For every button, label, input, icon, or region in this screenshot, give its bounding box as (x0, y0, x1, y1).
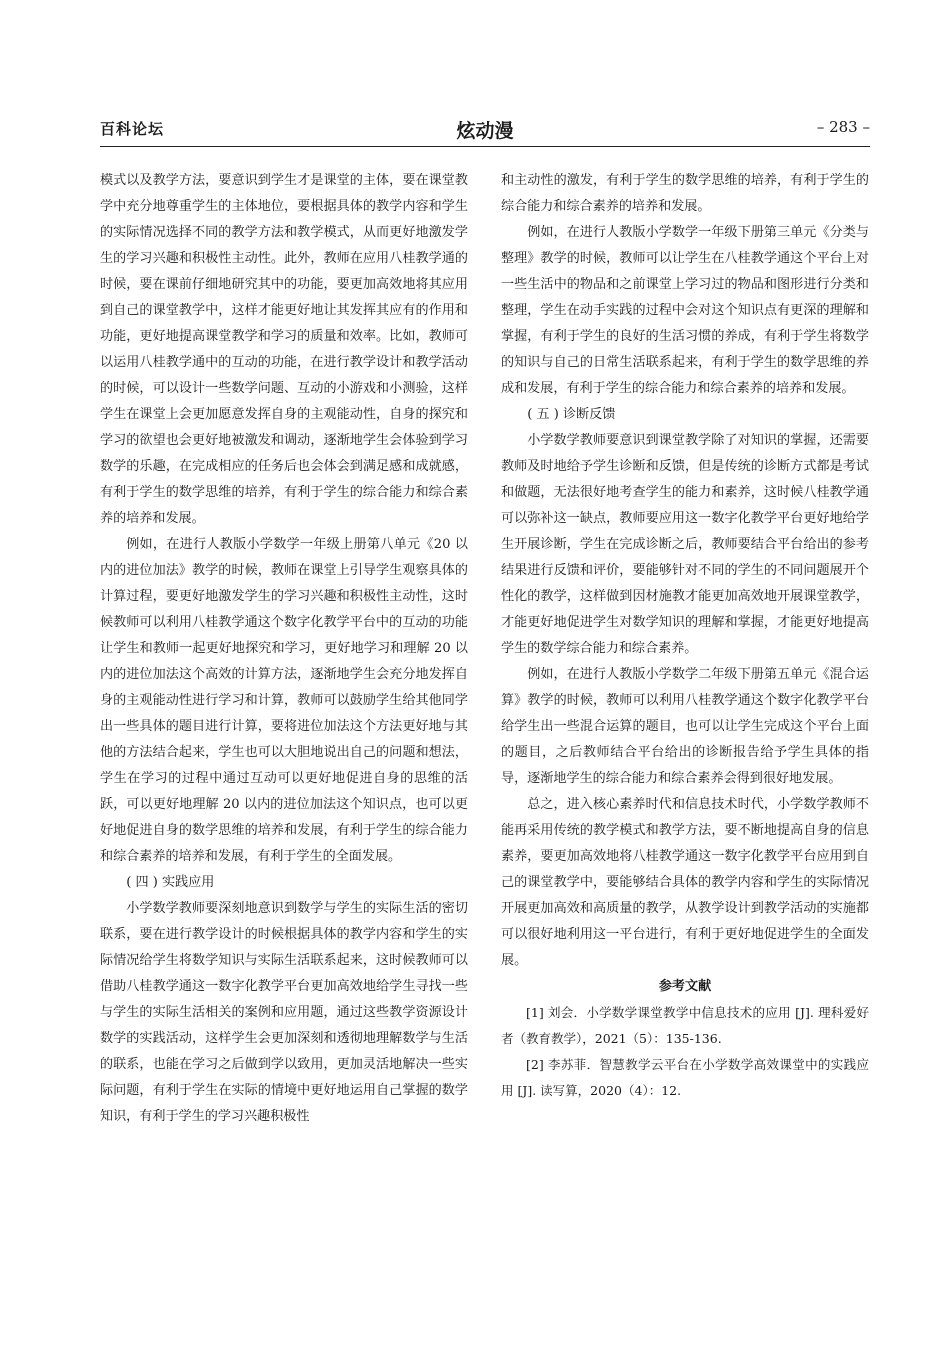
page-header (100, 116, 870, 147)
paragraph: 模式以及教学方法，要意识到学生才是课堂的主体，要在课堂教学中充分地尊重学生的主体地位，要根据具体的教学内容和学生的实际情况选择不同的教学方法和教学模式，从而更好地激发学生的学习兴趣和积极性主动性。此外，教师在应用八桂教学通的时候，要在课前仔细地研究其中的功能，要更加高效地将其应用到自己的课堂教学中，这样才能更好地让其发挥其应有的作用和功能，更好地提高课堂教学和学习的质量和效率。比如，教师可以运用八桂教学通中的互动的功能，在进行教学设计和教学活动的时候，可以设计一些数学问题、互动的小游戏和小测验，这样学生在课堂上会更加愿意发挥自身的主观能动性，自身的探究和学习的欲望也会更好地被激发和调动，逐渐地学生会体验到学习数学的乐趣，在完成相应的任务后也会体会到满足感和成就感，有利于学生的数学思维的培养，有利于学生的综合能力和综合素养的培养和发展。 (100, 173, 468, 526)
paragraph: 小学数学教师要深刻地意识到数学与学生的实际生活的密切联系，要在进行教学设计的时候根据具体的教学内容和学生的实际情况给学生将数学知识与实际生活联系起来，这时候教师可以借助八桂教学通这一数字化教学平台更加高效地给学生寻找一些与学生的实际生活相关的案例和应用题，通过这些教学资源设计数学的实践活动，这样学生会更加深刻和透彻地理解数学与生活的联系，也能在学习之后做到学以致用，更加灵活地解决一些实际问题，有利于学生在实际的情境中更好地运用自己掌握的数学知识，有利于学生的学习兴趣积极性 (100, 901, 468, 1124)
paragraph: 例如，在进行人教版小学数学一年级下册第三单元《分类与整理》教学的时候，教师可以让学生在八桂教学通这个平台上对一些生活中的物品和之前课堂上学习过的物品和图形进行分类和整理，学生在动手实践的过程中会对这个知识点有更深的理解和掌握，有利于学生的良好的生活习惯的养成，有利于学生将数学的知识与自己的日常生活联系起来，有利于学生的数学思维的养成和发展，有利于学生的综合能力和综合素养的培养和发展。 (501, 225, 869, 396)
left-column (100, 168, 468, 1130)
journal-name: 百科论坛 (100, 120, 165, 138)
page-number: – 283 – (816, 118, 870, 136)
paragraph: 总之，进入核心素养时代和信息技术时代，小学数学教师不能再采用传统的教学模式和教学方法，要不断地提高自身的信息素养，要更加高效地将八桂教学通这一数字化教学平台应用到自己的课堂教学中，要能够结合具体的教学内容和学生的实际情况开展更加高效和高质量的教学，从教学设计到教学活动的实施都可以很好地利用这一平台进行，有利于更好地促进学生的全面发展。 (501, 797, 869, 968)
journal-title: 炫动漫 (456, 120, 514, 142)
section-heading: ( 五 ) 诊断反馈 (527, 407, 616, 422)
paragraph: 小学数学教师要意识到课堂教学除了对知识的掌握，还需要教师及时地给予学生诊断和反馈，但是传统的诊断方式都是考试和做题，无法很好地考查学生的能力和素养，这时候八桂教学通可以弥补这一缺点，教师要应用这一数字化教学平台更好地给学生开展诊断，学生在完成诊断之后，教师要结合平台给出的参考结果进行反馈和评价，要能够针对不同的学生的不同问题展开个性化的教学，这样做到因材施教才能更加高效地开展课堂教学，才能更好地促进学生对数学知识的理解和掌握，才能更好地提高学生的数学综合能力和综合素养。 (501, 433, 869, 656)
reference-item: [2] 李苏菲．智慧教学云平台在小学数学高效课堂中的实践应用 [J]. 读写算，2020（4）：12. (501, 1057, 869, 1098)
reference-item: [1] 刘会．小学数学课堂教学中信息技术的应用 [J]. 理科爱好者（教育教学），2021（5）：135-136. (501, 1005, 869, 1046)
references-title: 参考文献 (658, 979, 712, 994)
right-column (501, 168, 869, 1104)
paragraph: 例如，在进行人教版小学数学一年级上册第八单元《20 以内的进位加法》教学的时候，教师在课堂上引导学生观察具体的计算过程，要更好地激发学生的学习兴趣和积极性主动性，这时候教师可以利用八桂教学通这个数字化教学平台中的互动的功能让学生和教师一起更好地探究和学习，更好地学习和理解 20 以内的进位加法这个高效的计算方法，逐渐地学生会充分地发挥自身的主观能动性进行学习和计算，教师可以鼓励学生给其他同学出一些具体的题目进行计算，要将进位加法这个方法更好地与其他的方法结合起来，学生也可以大胆地说出自己的问题和想法，学生在学习的过程中通过互动可以更好地促进自身的思维的活跃，可以更好地理解 20 以内的进位加法这个知识点，也可以更好地促进自身的数学思维的培养和发展，有利于学生的综合能力和综合素养的培养和发展，有利于学生的全面发展。 (100, 537, 468, 864)
paragraph: 和主动性的激发，有利于学生的数学思维的培养，有利于学生的综合能力和综合素养的培养和发展。 (501, 173, 869, 214)
paragraph: 例如，在进行人教版小学数学二年级下册第五单元《混合运算》教学的时候，教师可以利用八桂教学通这个数字化教学平台给学生出一些混合运算的题目，也可以让学生完成这个平台上面的题目，之后教师结合平台给出的诊断报告给予学生具体的指导，逐渐地学生的综合能力和综合素养会得到很好地发展。 (501, 667, 869, 786)
section-heading: ( 四 ) 实践应用 (126, 875, 215, 890)
